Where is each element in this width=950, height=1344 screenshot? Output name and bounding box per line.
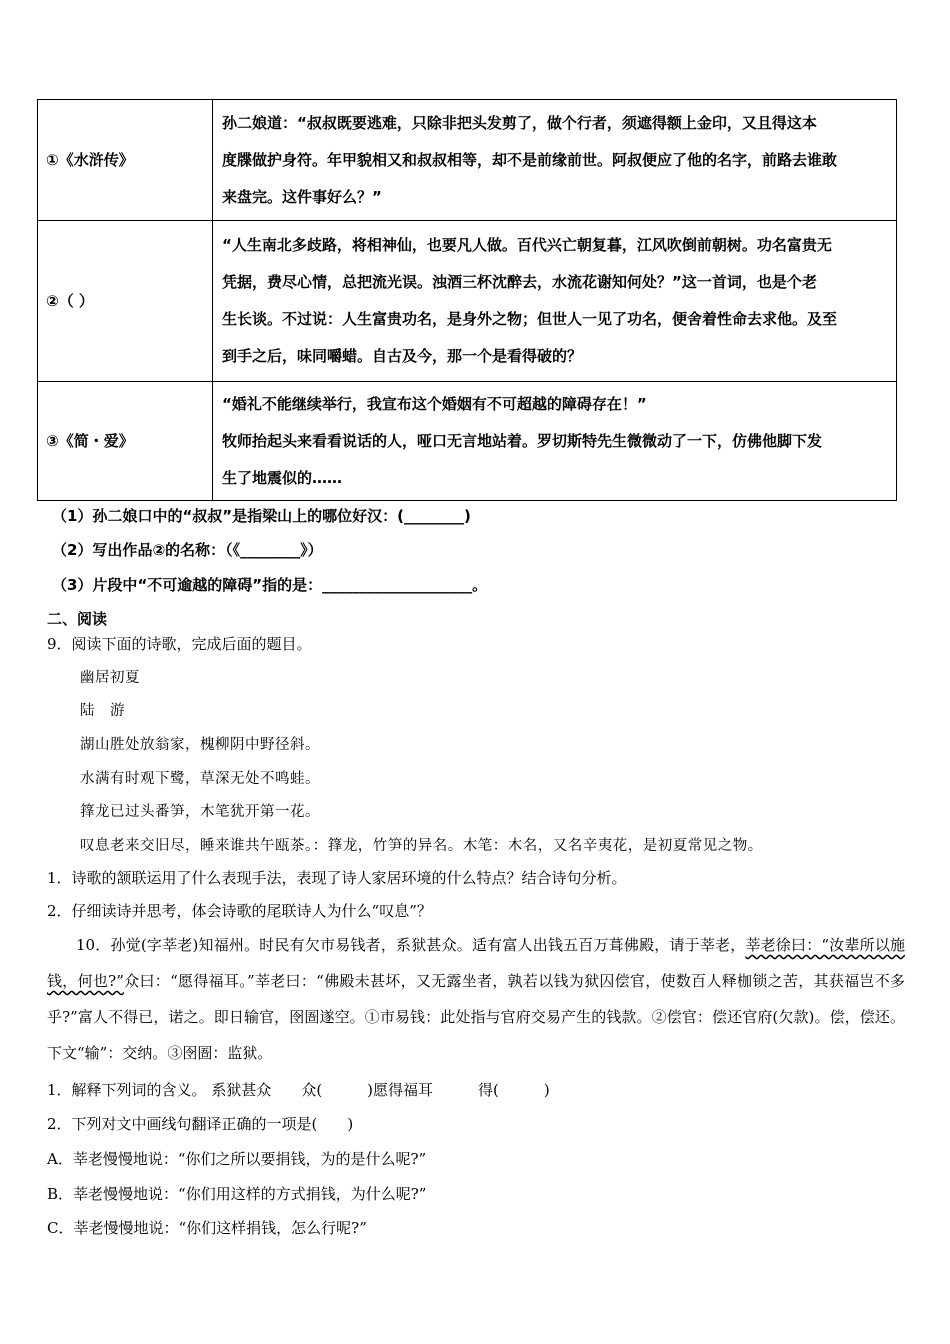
poem-author: 陆 游 (80, 703, 125, 719)
excerpt-cell (213, 221, 897, 382)
question-1: （1）孙二娘口中的“叔叔”是指梁山上的哪位好汉：(________) (52, 507, 471, 525)
option-c: C．莘老慢慢地说：“你们这样捐钱，怎么行呢?” (47, 1219, 367, 1237)
excerpt-line: 来盘完。这件事好么？” (222, 187, 382, 206)
excerpt-line: 凭据，费尽心情，总把流光误。浊酒三杯沈醉去，水流花谢知何处？”这一首词，也是个老 (222, 273, 817, 291)
q10-passage-rest: 众曰：“愿得福耳。”莘老曰：“佛殿未甚坏，又无露坐者，孰若以钱为狱囚偿官，使数百人释枷锁之苦，其获福岂不多乎?”富人不得已，诺之。即日输官，囹圄遂空。①市易钱：此处指与官府交易产生的钱款。②偿官：偿还官府(欠款)。偿，偿还。下文“输”：交纳。③囹圄：监狱。 (47, 972, 905, 1062)
literary-works-table (37, 99, 897, 501)
q10-sub-question-2: 2．下列对文中画线句翻译正确的一项是( ) (47, 1115, 354, 1133)
q9-sub-question-2: 2．仔细读诗并思考，体会诗歌的尾联诗人为什么“叹息”？ (47, 902, 432, 920)
q10-passage (47, 927, 905, 1071)
option-a: A．莘老慢慢地说：“你们之所以要捐钱，为的是什么呢?” (47, 1150, 427, 1168)
q10-sub-question-1: 1．解释下列词的含义。 系狱甚众 众( )愿得福耳 得( ) (47, 1081, 550, 1099)
poem-line: 水满有时观下鹭，草深无处不鸣蛙。 (80, 771, 320, 787)
excerpt-cell (213, 382, 897, 501)
q9-sub-question-1: 1．诗歌的颔联运用了什么表现手法，表现了诗人家居环境的什么特点？结合诗句分析。 (47, 869, 627, 887)
poem-title: 幽居初夏 (80, 670, 140, 686)
table-row (38, 100, 897, 221)
excerpt-line: 牧师抬起头来看看说话的人，哑口无言地站着。罗切斯特先生微微动了一下，仿佛他脚下发 (222, 431, 823, 450)
excerpt-line: 生了地震似的…… (222, 468, 343, 487)
excerpt-line: 到手之后，味同嚼蜡。自古及今，那一个是看得破的？ (222, 347, 583, 365)
excerpt-cell (213, 100, 897, 221)
work-title-cell: ②（ ） (38, 221, 213, 382)
work-title-cell: ①《水浒传》 (38, 100, 213, 221)
poem-line-with-notes: 叹息老来交旧尽，睡来谁共午瓯茶。：箨龙，竹笋的异名。木笔：木名，又名辛夷花，是初夏常见之物。 (80, 838, 763, 854)
option-b: B．莘老慢慢地说：“你们用这样的方式捐钱，为什么呢?” (47, 1185, 427, 1203)
q10-underlined-sentence: 莘老徐曰：“汝辈所以施钱，何也?” (47, 936, 906, 990)
excerpt-line: “人生南北多歧路，将相神仙，也要凡人做。百代兴亡朝复暮，江风吹倒前朝树。功名富贵无 (222, 236, 832, 254)
table-row (38, 382, 897, 501)
question-2: （2）写出作品②的名称：（《________》） (52, 541, 323, 559)
excerpt-line: “婚礼不能继续举行，我宣布这个婚姻有不可超越的障碍存在！” (222, 394, 647, 413)
question-3: （3）片段中“不可逾越的障碍”指的是：____________________。 (52, 576, 488, 594)
work-title-cell: ③《简・爱》 (38, 382, 213, 501)
section-title: 二、阅读 (47, 610, 108, 628)
poem-line: 箨龙已过头番笋，木笔犹开第一花。 (80, 804, 320, 820)
excerpt-line: 生长谈。不过说：人生富贵功名，是身外之物；但世人一见了功名，便舍着性命去求他。及至 (222, 310, 838, 328)
table-row (38, 221, 897, 382)
excerpt-line: 度牒做护身符。年甲貌相又和叔叔相等，却不是前缘前世。阿叔便应了他的名字，前路去谁敢 (222, 150, 838, 169)
q9-intro: 9．阅读下面的诗歌，完成后面的题目。 (47, 635, 312, 653)
excerpt-line: 孙二娘道：“叔叔既要逃难，只除非把头发剪了，做个行者，须遮得额上金印，又且得这本 (222, 113, 817, 132)
q10-passage-start: 10．孙觉(字莘老)知福州。时民有欠市易钱者，系狱甚众。适有富人出钱五百万葺佛殿，请于莘老， (76, 936, 746, 954)
poem-line: 湖山胜处放翁家，槐柳阴中野径斜。 (80, 737, 320, 753)
